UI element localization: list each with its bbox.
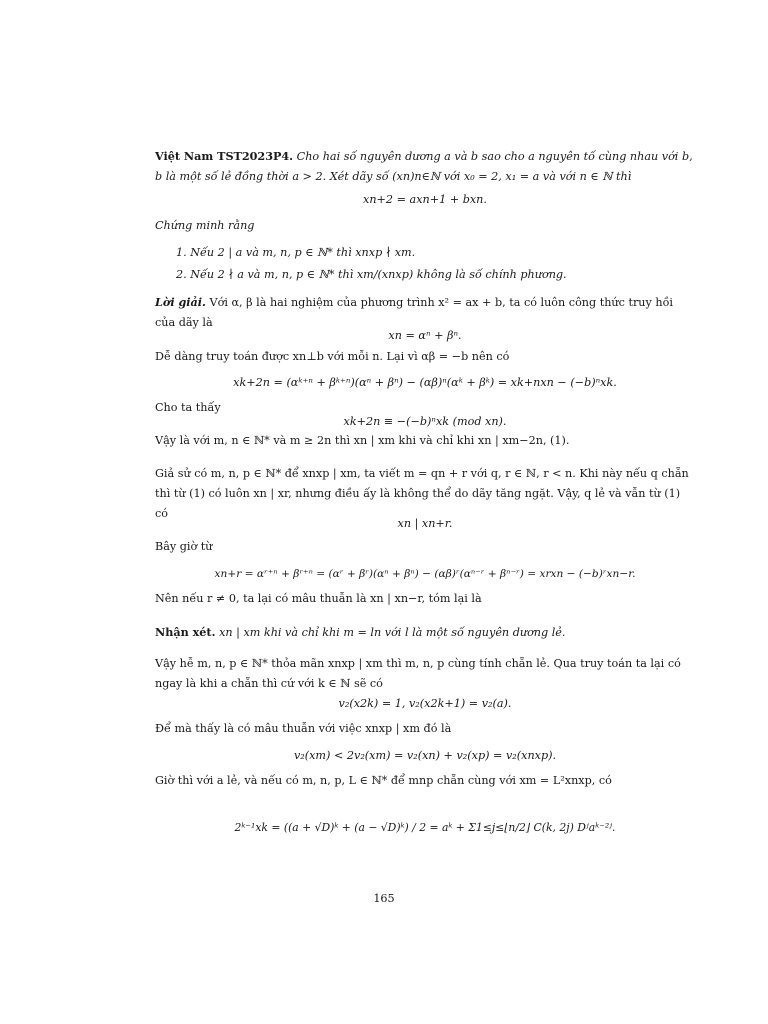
solution-label: Lời giải. bbox=[155, 295, 206, 309]
solution-paragraph-4: Vậy là với m, n ∈ ℕ* và m ≥ 2n thì xn | xm khi và chỉ khi xn | xm−2n, (1). bbox=[155, 434, 570, 447]
problem-text: Cho hai số nguyên dương a và b sao cho a nguyên tố cùng nhau với b, b là một số lẻ đồng thời a > 2. Xét dãy số (xn)n∈ℕ với x₀ = 2, x₁ = a và với n ∈ ℕ thì bbox=[155, 150, 693, 183]
problem-title: Việt Nam TST2023P4. bbox=[155, 149, 294, 163]
divisibility-equation: xn | xn+r. bbox=[397, 517, 453, 530]
problem-paragraph bbox=[155, 146, 695, 187]
solution-paragraph-5: Giả sử có m, n, p ∈ ℕ* để xnxp | xm, ta viết m = qn + r với q, r ∈ ℕ, r < n. Khi này nếu q chẵn thì từ (1) có luôn xn | xr, nhưng điều ấy là không thể do dãy tăng ngặt. Vậy, q lẻ và vẫn từ (1) có bbox=[155, 467, 689, 520]
page-number: 165 bbox=[373, 892, 395, 905]
remark-label: Nhận xét. bbox=[155, 625, 216, 639]
remark-paragraph-2: Để mà thấy là có mâu thuẫn với việc xnxp | xm đó là bbox=[155, 722, 452, 735]
recurrence-equation: xn+2 = axn+1 + bxn. bbox=[363, 193, 487, 206]
remark-paragraph-3: Giờ thì với a lẻ, và nếu có m, n, p, L ∈ ℕ* để mnp chẵn cùng với xm = L²xnxp, có bbox=[155, 774, 612, 787]
remark-paragraph-1: Vậy hễ m, n, p ∈ ℕ* thỏa mãn xnxp | xm thì m, n, p cùng tính chẵn lẻ. Qua truy toán ta lại có ngay là khi a chẵn thì cứ với k ∈ ℕ sẽ có bbox=[155, 657, 681, 690]
identity-equation: xk+2n = (αᵏ⁺ⁿ + βᵏ⁺ⁿ)(αⁿ + βⁿ) − (αβ)ⁿ(αᵏ + βᵏ) = xk+nxn − (−b)ⁿxk. bbox=[233, 376, 617, 389]
solution-paragraph-2: Dễ dàng truy toán được xn⊥b với mỗi n. Lại vì αβ = −b nên có bbox=[155, 350, 510, 363]
binomial-sum-equation: 2ᵏ⁻¹xk = ((a + √D)ᵏ + (a − √D)ᵏ) / 2 = aᵏ + Σ1≤j≤⌊n/2⌋ C(k, 2j) Dʲaᵏ⁻²ʲ. bbox=[234, 821, 616, 834]
solution-paragraph-3: Cho ta thấy bbox=[155, 401, 221, 414]
valuation-inequality: v₂(xm) < 2v₂(xm) = v₂(xn) + v₂(xp) = v₂(xnxp). bbox=[293, 749, 557, 762]
remark-text: xn | xm khi và chỉ khi m = ln với l là một số nguyên dương lẻ. bbox=[219, 626, 566, 639]
list-item-2: 2. Nếu 2 ∤ a và m, n, p ∈ ℕ* thì xm/(xnxp) không là số chính phương. bbox=[176, 268, 567, 281]
remark-paragraph bbox=[155, 622, 695, 643]
congruence-equation: xk+2n ≡ −(−b)ⁿxk (mod xn). bbox=[343, 415, 507, 428]
solution-paragraph-6: Bây giờ từ bbox=[155, 540, 213, 553]
solution-paragraph-7: Nên nếu r ≠ 0, ta lại có mâu thuẫn là xn | xn−r, tóm lại là bbox=[155, 592, 482, 605]
prove-heading: Chứng minh rằng bbox=[155, 219, 255, 232]
solution-paragraph-1 bbox=[155, 292, 695, 333]
expansion-equation: xn+r = αʳ⁺ⁿ + βʳ⁺ⁿ = (αʳ + βʳ)(αⁿ + βⁿ) − (αβ)ʳ(αⁿ⁻ʳ + βⁿ⁻ʳ) = xrxn − (−b)ʳxn−r. bbox=[214, 568, 636, 580]
list-item-1: 1. Nếu 2 | a và m, n, p ∈ ℕ* thì xnxp ∤ xm. bbox=[176, 246, 416, 259]
closed-form-equation: xn = αⁿ + βⁿ. bbox=[388, 329, 462, 342]
valuation-equation: v₂(x2k) = 1, v₂(x2k+1) = v₂(a). bbox=[338, 697, 512, 710]
solution-text-1: Với α, β là hai nghiệm của phương trình x² = ax + b, ta có luôn công thức truy hồi của dãy là bbox=[155, 296, 674, 329]
